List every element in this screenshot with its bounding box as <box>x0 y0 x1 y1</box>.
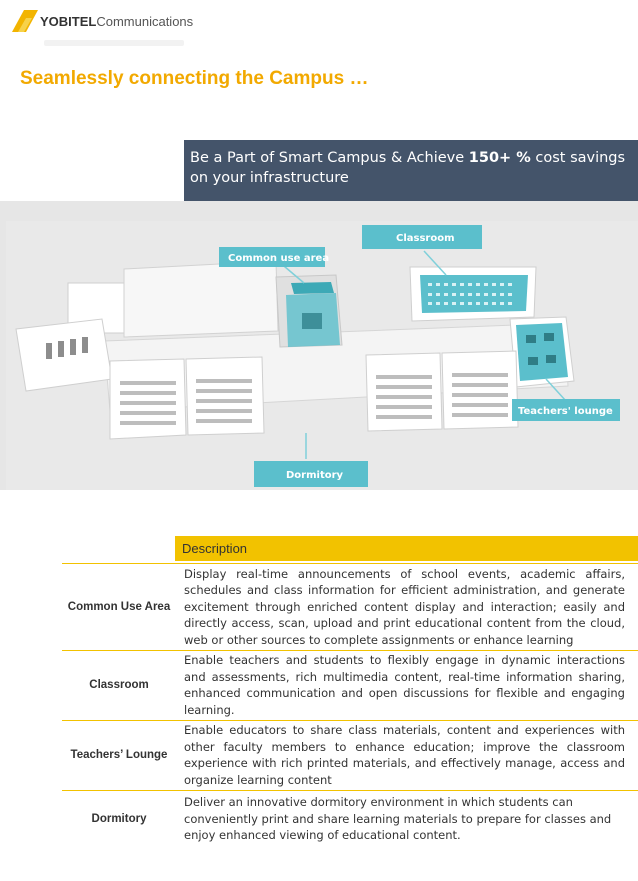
row-label: Dormitory <box>91 813 147 825</box>
logo-text: YOBITELCommunications <box>40 13 194 29</box>
callout-dormitory <box>254 461 368 487</box>
svg-text:Teachers' lounge: Teachers' lounge <box>518 406 613 417</box>
common-use-area-room <box>276 275 342 347</box>
classroom-top-right <box>410 267 536 321</box>
callout-teachers-lounge <box>512 399 620 421</box>
row-description: Enable educators to share class materials, content and experiences with other faculty members to enhance education; improve the classroom experience with rich printed materials, and effectively manage, access and organize learning content <box>184 723 625 787</box>
row-label: Classroom <box>89 679 149 691</box>
svg-text:Common use area: Common use area <box>228 253 330 264</box>
svg-text:Classroom: Classroom <box>396 233 455 244</box>
description-header: Description <box>175 536 638 561</box>
row-description: Deliver an innovative dormitory environment in which students can conveniently print and share learning materials to prepare for classes and enjoy enhanced viewing of educational content. <box>184 795 612 843</box>
row-description: Enable teachers and students to flexibly engage in dynamic interactions and assessments, rich multimedia content, real-time information sharing, enhanced communication and open discussions for flexible and engaging learning. <box>184 653 625 717</box>
logo-mark-icon <box>12 10 38 32</box>
teachers-lounge-room <box>510 317 574 387</box>
table-row-classroom <box>62 650 638 719</box>
callout-classroom <box>362 225 482 249</box>
savings-highlight: 150+ % <box>468 150 531 166</box>
svg-text:Dormitory: Dormitory <box>286 470 344 481</box>
table-row-teachers-lounge <box>62 720 638 789</box>
table-row-dormitory <box>62 790 638 847</box>
callout-common-use-area <box>219 247 329 267</box>
page-title: Seamlessly connecting the Campus … <box>20 68 369 89</box>
table-row-common-use-area <box>62 563 638 650</box>
row-label: Teachers’ Lounge <box>70 749 168 761</box>
savings-banner: Be a Part of Smart Campus & Achieve 150+ % cost savings on your infrastructure <box>184 140 638 201</box>
small-room-left <box>16 319 112 391</box>
campus-floorplan-illustration <box>6 221 638 490</box>
logo-tagline-faded <box>44 40 184 46</box>
row-description: Display real-time announcements of school events, academic affairs, schedules and class information for efficient administration, and generate excitement through enriched content display and interaction; easily and directly access, scan, upload and print educational content from the cloud, web or other sources to complete assignments or enhance learning <box>184 566 625 647</box>
row-label: Common Use Area <box>67 601 171 613</box>
company-logo <box>12 10 193 32</box>
